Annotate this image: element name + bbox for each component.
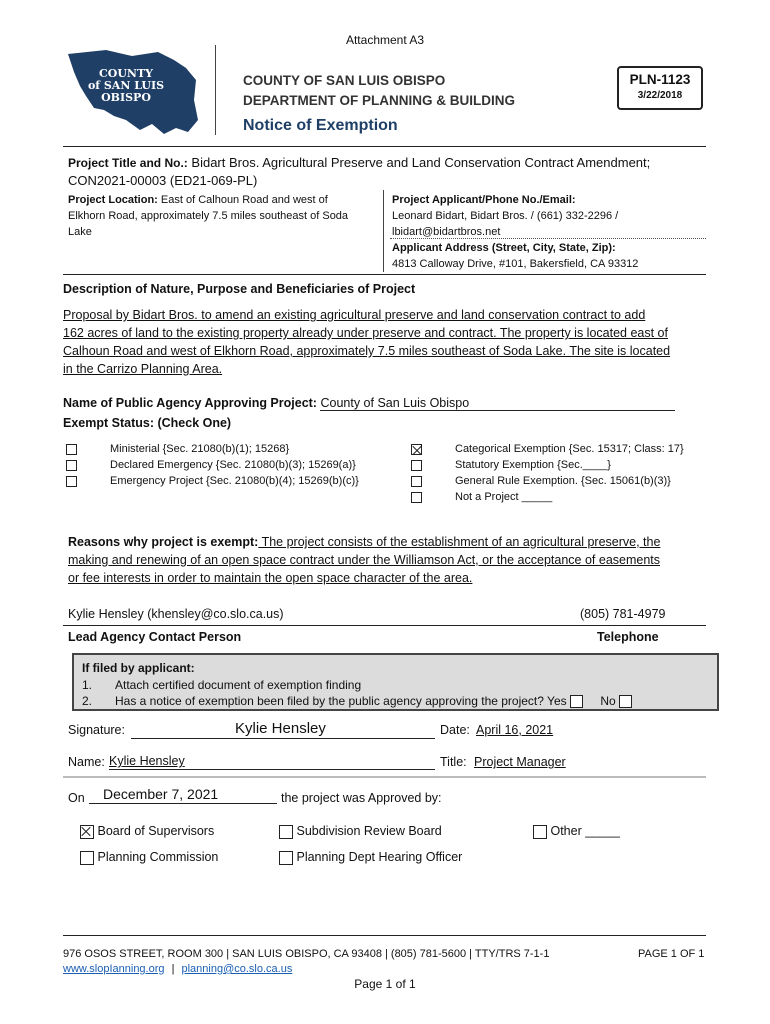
project-number: CON2021-00003 (ED21-069-PL) [68,173,258,188]
approval-option-subdivision[interactable] [279,824,442,839]
reasons-line-3: or fee interests in order to maintain the open space character of the area. [68,571,473,585]
option-board-label: Board of Supervisors [97,824,215,838]
header-divider [215,45,216,135]
description-line-2: 162 acres of land to the existing property already under preserve and contract. The property is located east of [63,326,668,340]
exempt-categorical: Categorical Exemption {Sec. 15317; Class: 17} [455,443,684,455]
rule [63,274,706,275]
filed-item-2-num: 2. [82,694,93,708]
approval-option-board[interactable] [80,824,214,839]
checkbox-planning-dept-hearing-officer[interactable] [279,851,293,865]
checkbox-emergency-project[interactable] [66,476,77,487]
project-location [68,192,348,240]
exempt-right-boxes [411,441,422,505]
contact-name: Kylie Hensley (khensley@co.slo.ca.us) [68,607,284,621]
filed-item-1: Attach certified document of exemption finding [115,678,362,692]
address-info [392,240,638,272]
reasons-label: Reasons why project is exempt: [68,535,259,549]
description-line-1: Proposal by Bidart Bros. to amend an existing agricultural preserve and land conservation contract to add [63,308,646,322]
approval-option-other[interactable] [533,824,620,839]
name-field[interactable] [109,754,435,770]
description-line-3: Calhoun Road and west of Elkhorn Road, approximately 7.5 miles southeast of Soda Lake. The site is located [63,344,671,358]
project-title-label: Project Title and No.: [68,156,188,170]
option-planning-commission-label: Planning Commission [97,850,219,864]
dotted-rule [390,238,706,239]
footer-links [63,963,292,975]
approval-date-value: December 7, 2021 [103,786,219,802]
approval-date-field[interactable] [89,787,277,804]
date-label: Date: [440,723,470,737]
email-link[interactable]: planning@co.slo.ca.us [181,963,293,975]
contact-name-label: Lead Agency Contact Person [68,630,242,644]
form-id: PLN-1123 [629,72,691,87]
checkbox-declared-emergency[interactable] [66,460,77,471]
option-other-label: Other _____ [550,824,620,838]
approval-option-hearing-officer[interactable] [279,850,462,865]
exempt-general-rule: General Rule Exemption. {Sec. 15061(b)(3)} [455,475,671,487]
checkbox-ministerial[interactable] [66,444,77,455]
exempt-ministerial: Ministerial {Sec. 21080(b)(1); 15268} [110,443,290,455]
project-title-line [68,155,650,170]
org-name: COUNTY OF SAN LUIS OBISPO [243,73,446,88]
contact-phone: (805) 781-4979 [580,607,666,621]
agency-line [63,396,675,411]
filed-heading: If filed by applicant: [82,661,195,675]
column-divider [383,190,384,272]
department-name: DEPARTMENT OF PLANNING & BUILDING [243,93,515,108]
filed-item-2-text: Has a notice of exemption been filed by the public agency approving the project? Yes [115,694,567,708]
exempt-left-labels [110,441,359,489]
title-label: Title: [440,755,467,769]
reasons [68,533,660,587]
checkbox-filed-yes[interactable] [570,695,583,708]
project-location-value-3: Lake [68,226,92,238]
footer-rule [63,935,706,936]
reasons-line-2: making and renewing of an open space contract under the Williamson Act, or the acceptance of easements [68,553,661,567]
agency-label: Name of Public Agency Approving Project: [63,396,317,410]
applicant-value: Leonard Bidart, Bidart Bros. / (661) 332-2296 / [392,210,619,222]
date-value[interactable]: April 16, 2021 [476,723,554,737]
agency-value-text: County of San Luis Obispo [320,396,470,410]
checkbox-filed-no[interactable] [619,695,632,708]
project-location-label: Project Location: [68,194,158,206]
filed-item-2 [115,694,632,708]
exempt-not-a-project: Not a Project _____ [455,491,553,503]
filed-item-1-num: 1. [82,678,93,692]
checkbox-not-a-project[interactable] [411,492,422,503]
logo-line-3: OBISPO [101,91,151,104]
footer-page: PAGE 1 OF 1 [638,948,705,960]
footer-separator: | [171,963,175,975]
page-number: Page 1 of 1 [354,977,416,991]
rule [63,625,706,626]
approval-suffix: the project was Approved by: [281,791,442,805]
exempt-right-labels [455,441,684,505]
name-value: Kylie Hensley [109,754,185,768]
applicant-email: lbidart@bidartbros.net [392,226,501,238]
title-value[interactable]: Project Manager [474,755,566,769]
applicant-info [392,192,618,240]
signature-label: Signature: [68,723,125,737]
attachment-label: Attachment A3 [345,33,425,47]
agency-value[interactable] [320,396,675,411]
checkbox-statutory-exemption[interactable] [411,460,422,471]
checkbox-subdivision-review-board[interactable] [279,825,293,839]
description-text [63,306,670,378]
filed-no-label: No [600,694,616,708]
checkbox-other[interactable] [533,825,547,839]
filed-by-applicant-box [72,653,719,711]
exempt-left-boxes [66,441,77,489]
checkbox-planning-commission[interactable] [80,851,94,865]
checkbox-categorical-exemption[interactable] [411,444,422,455]
approval-option-planning-commission[interactable] [80,850,218,865]
exempt-declared-emergency: Declared Emergency {Sec. 21080(b)(3); 15269(a)} [110,459,356,471]
county-logo [66,50,201,135]
form-id-box [617,66,703,110]
checkbox-general-rule[interactable] [411,476,422,487]
description-line-4: in the Carrizo Planning Area. [63,362,223,376]
approval-on-label: On [68,791,85,805]
option-hearing-officer-label: Planning Dept Hearing Officer [296,850,463,864]
option-subdivision-label: Subdivision Review Board [296,824,442,838]
footer-address: 976 OSOS STREET, ROOM 300 | SAN LUIS OBISPO, CA 93408 | (805) 781-5600 | TTY/TRS 7-1-1 [63,948,550,960]
logo-line-1: COUNTY [98,67,154,80]
rule [63,776,706,778]
exempt-statutory: Statutory Exemption {Sec.____} [455,459,611,471]
project-title-value: Bidart Bros. Agricultural Preserve and Land Conservation Contract Amendment; [187,155,651,170]
exempt-status-label: Exempt Status: (Check One) [63,416,232,430]
name-label: Name: [68,755,105,769]
form-date: 3/22/2018 [637,90,683,101]
logo-line-2: of SAN LUIS [87,79,165,92]
signature-value: Kylie Hensley [235,720,326,737]
address-label: Applicant Address (Street, City, State, Zip): [392,242,616,254]
page-title: Notice of Exemption [243,117,398,134]
contact-phone-label: Telephone [597,630,659,644]
website-link[interactable]: www.slopIanning.org [63,963,165,975]
exempt-emergency-project: Emergency Project {Sec. 21080(b)(4); 15269(b)(c)} [110,475,359,487]
applicant-label: Project Applicant/Phone No./Email: [392,194,576,206]
description-heading: Description of Nature, Purpose and Beneficiaries of Project [63,282,416,296]
checkbox-board-of-supervisors[interactable] [80,825,94,839]
reasons-line-1: The project consists of the establishment of an agricultural preserve, the [258,535,661,549]
rule [63,146,706,147]
project-location-value: East of Calhoun Road and west of [157,194,328,206]
address-value: 4813 Calloway Drive, #101, Bakersfield, CA 93312 [392,258,639,270]
signature-field[interactable] [131,722,435,739]
project-location-value-2: Elkhorn Road, approximately 7.5 miles southeast of Soda [68,210,349,222]
